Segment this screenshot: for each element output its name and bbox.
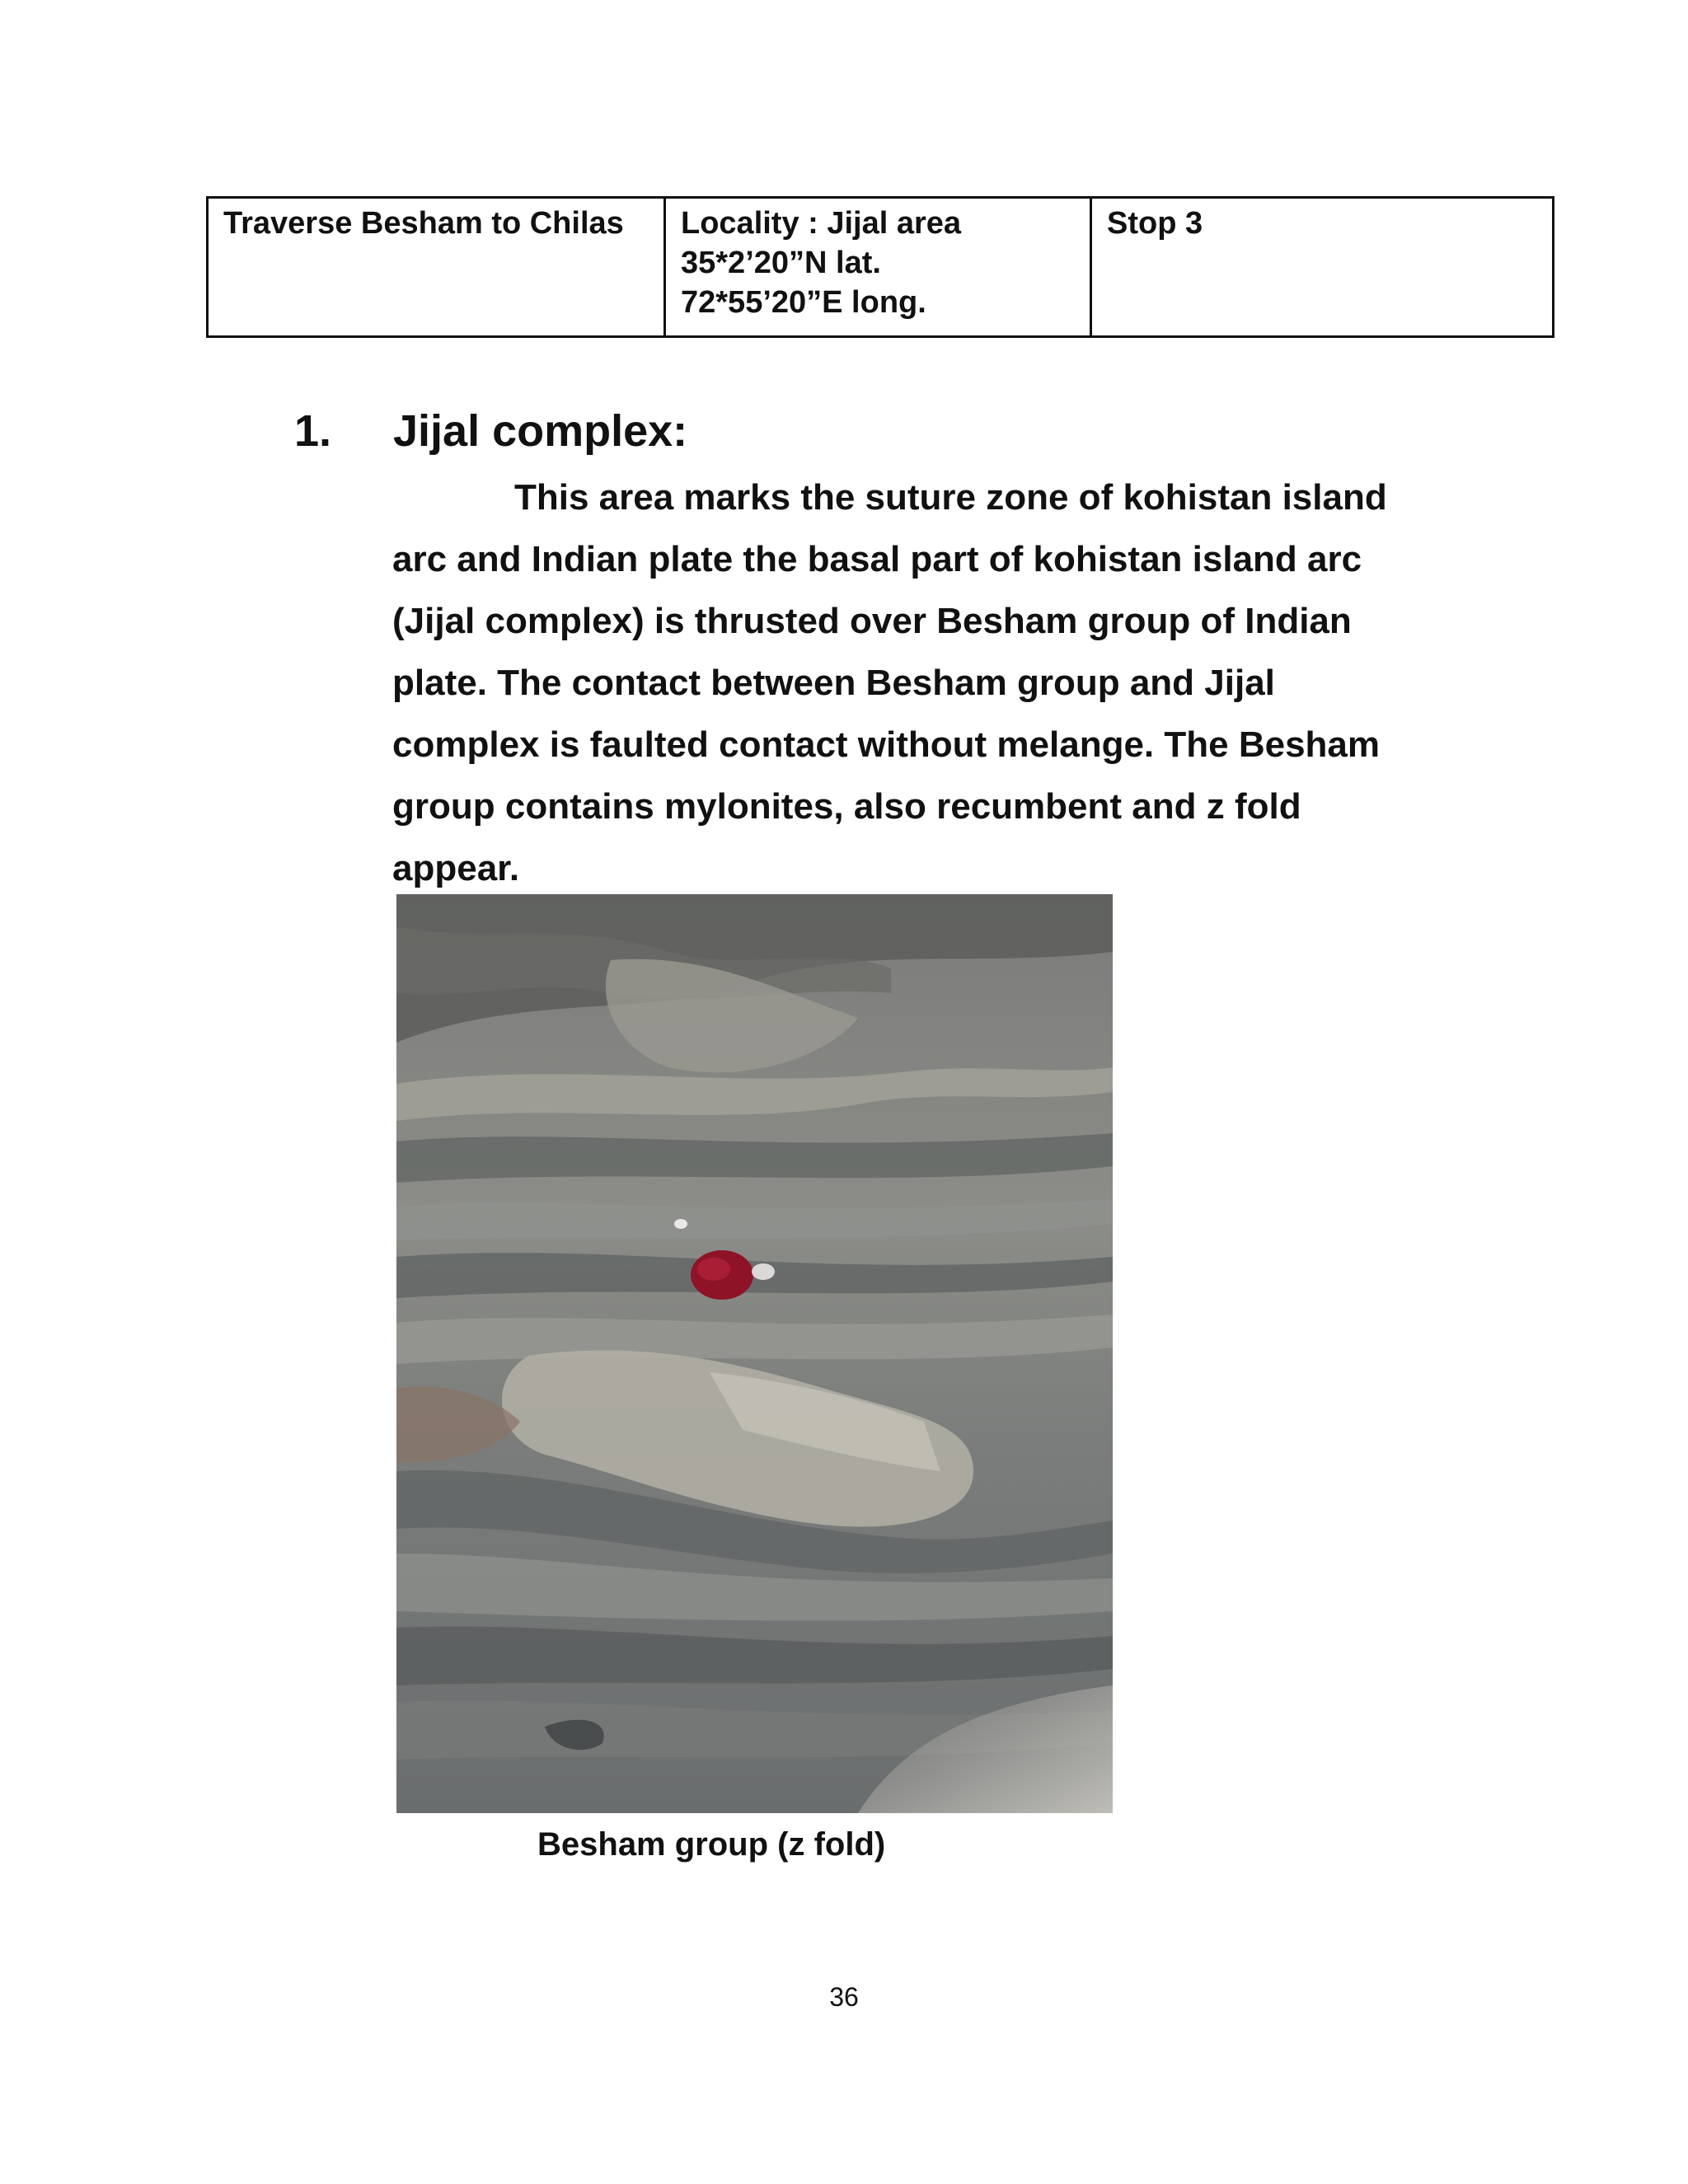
- locality-text: Locality : Jijal area: [681, 206, 962, 241]
- figure-caption: Besham group (z fold): [537, 1826, 886, 1863]
- section-number: 1.: [294, 406, 332, 456]
- paragraph-line: appear.: [392, 848, 520, 888]
- paragraph-line: complex is faulted contact without melange. The Besham: [392, 724, 1381, 765]
- stop-info-table: [206, 196, 1554, 338]
- paragraph-line: arc and Indian plate the basal part of kohistan island arc: [392, 539, 1362, 579]
- stop-cell: [1091, 198, 1554, 337]
- rock-photo-illustration: [396, 894, 1113, 1813]
- section-heading: [294, 402, 687, 460]
- longitude-text: 72*55’20”E long.: [681, 285, 926, 320]
- paragraph-line: (Jijal complex) is thrusted over Besham group of Indian: [392, 601, 1352, 641]
- rock-outcrop-photo: [396, 894, 1113, 1813]
- traverse-cell: [208, 198, 665, 337]
- traverse-text: Traverse Besham to Chilas: [223, 206, 624, 241]
- table-row: [208, 198, 1554, 337]
- locality-cell: [665, 198, 1091, 337]
- page-number: 36: [829, 1982, 859, 2012]
- paragraph-line: This area marks the suture zone of kohistan island: [514, 477, 1387, 518]
- stop-text: Stop 3: [1107, 206, 1203, 241]
- paragraph-line: plate. The contact between Besham group and Jijal: [392, 663, 1275, 703]
- section-paragraph: [392, 466, 1447, 899]
- paragraph-line: group contains mylonites, also recumbent and z fold: [392, 786, 1301, 827]
- latitude-text: 35*2’20”N lat.: [681, 246, 881, 280]
- section-title: Jijal complex:: [393, 406, 688, 456]
